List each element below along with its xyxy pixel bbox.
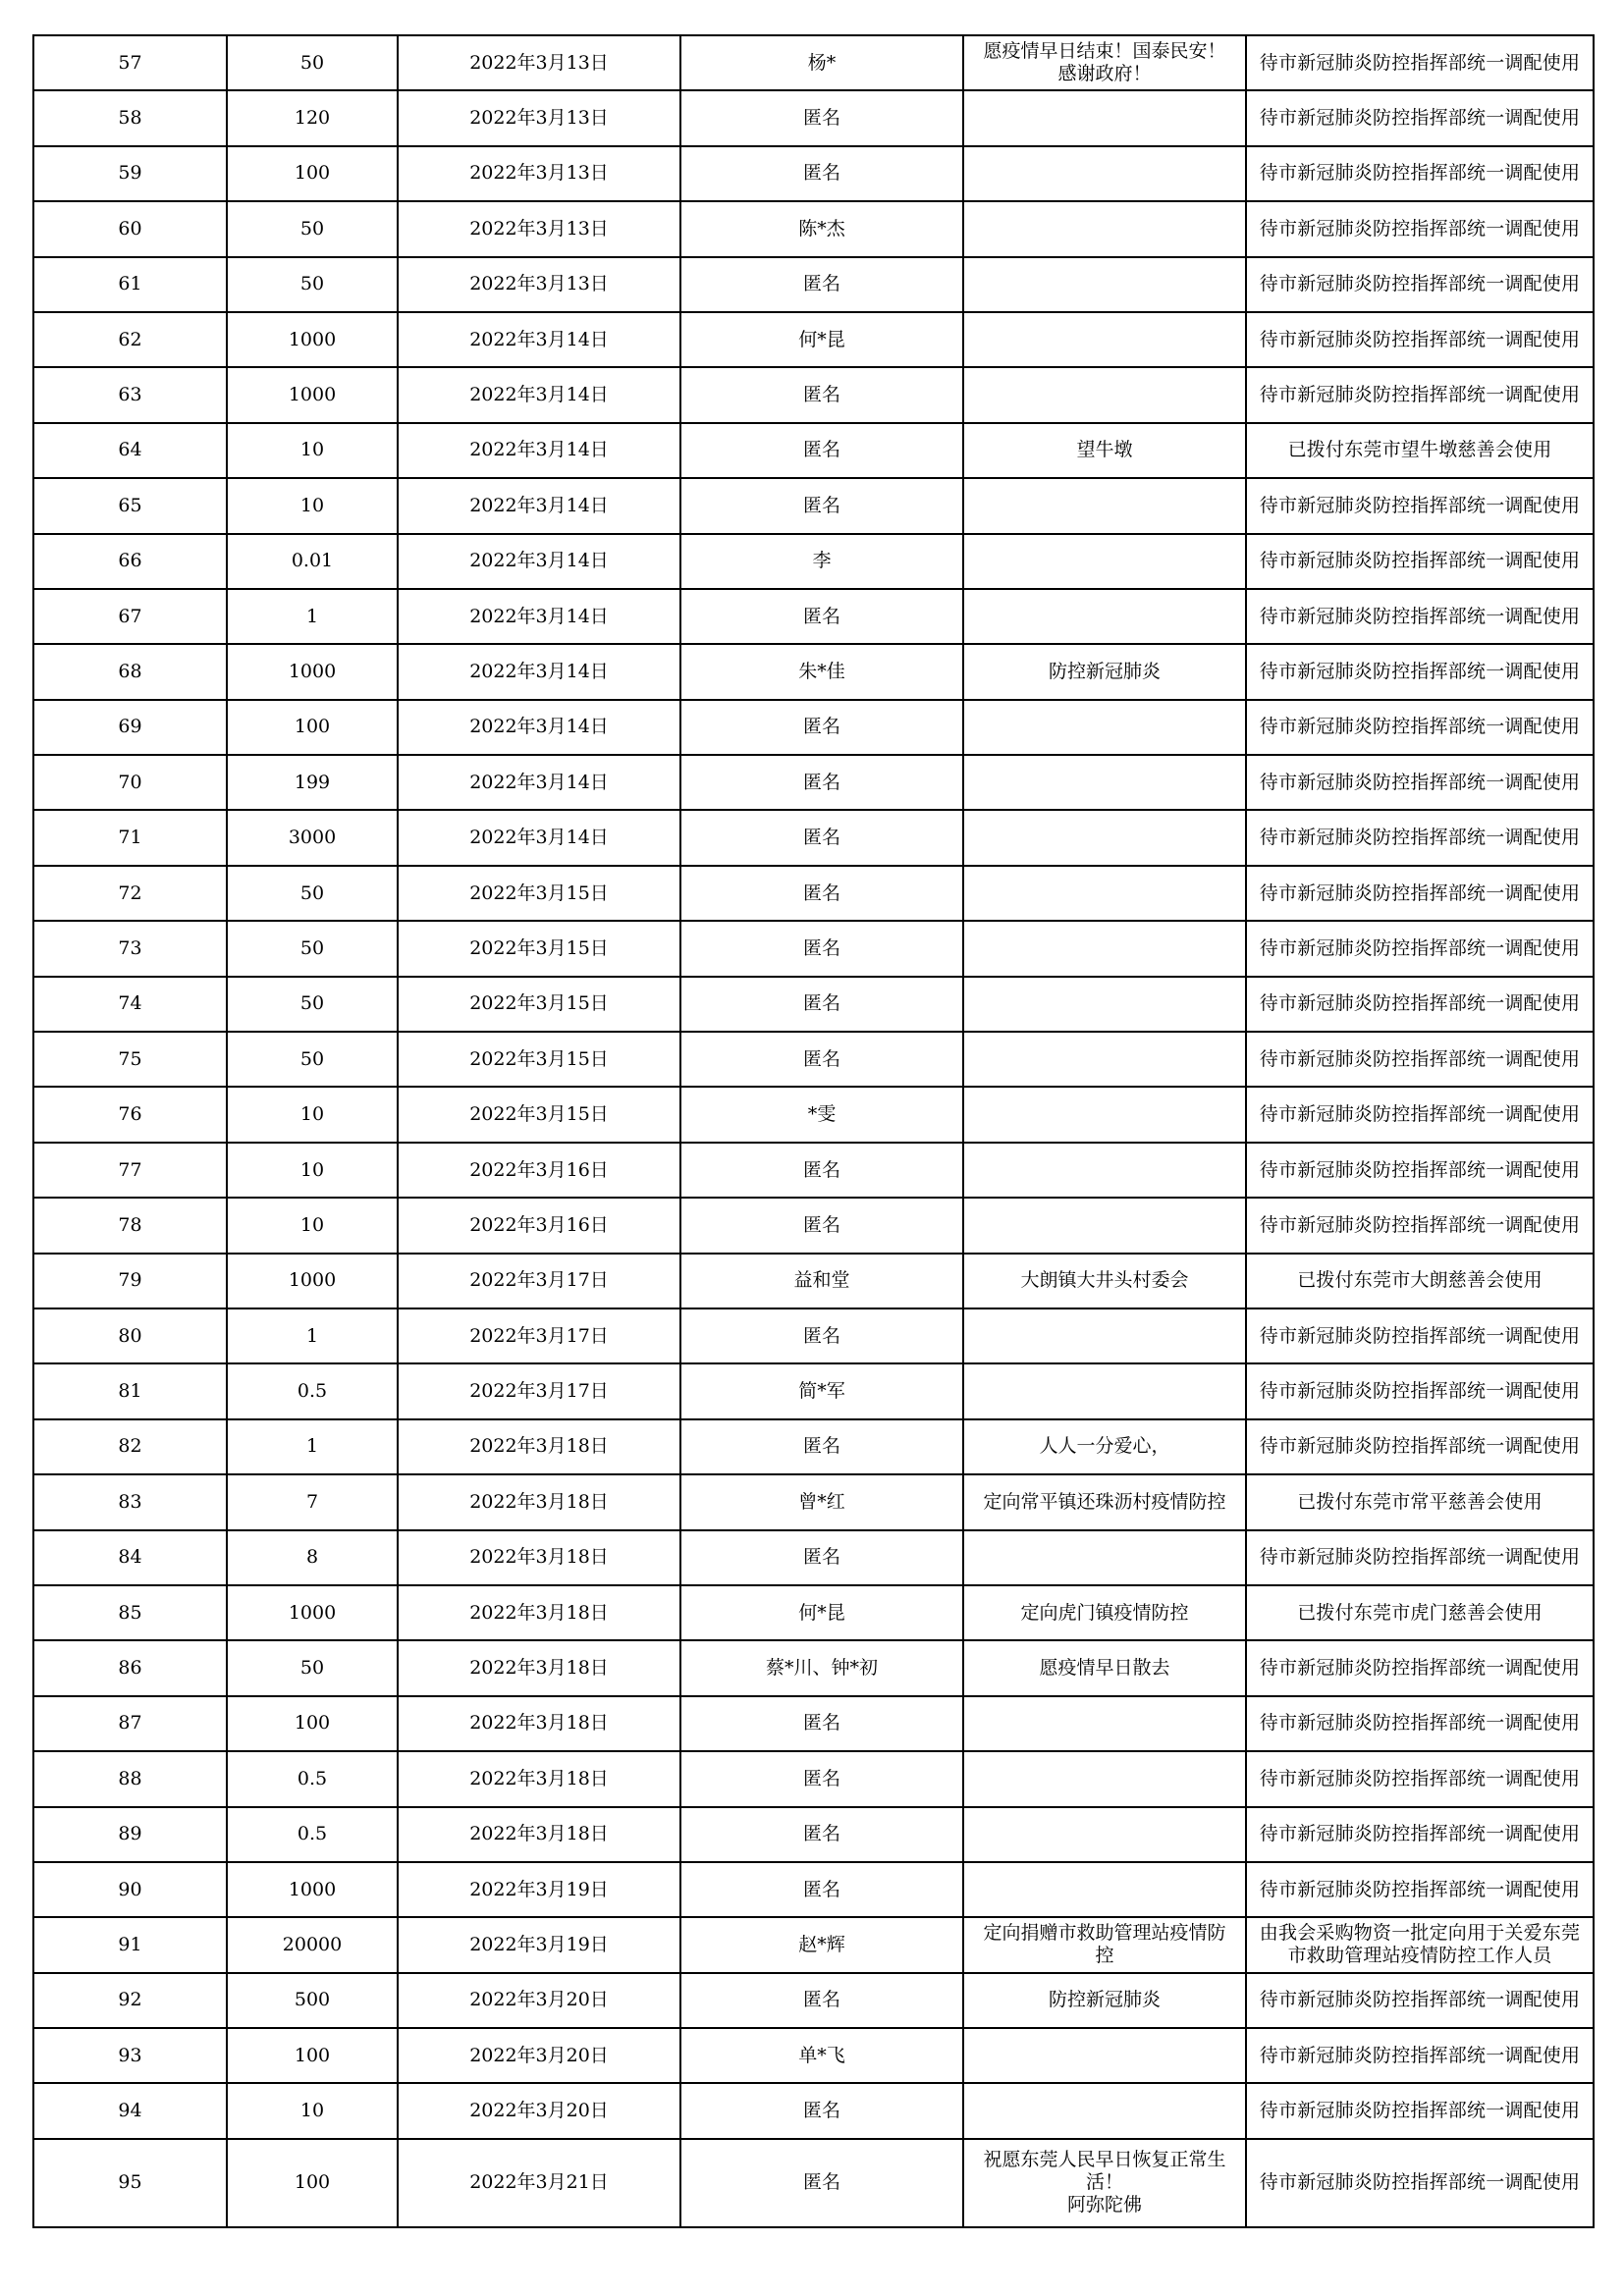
cell-date: 2022年3月20日	[398, 2083, 680, 2138]
cell-date: 2022年3月20日	[398, 1973, 680, 2028]
table-row	[33, 146, 1594, 201]
cell-number: 88	[33, 1751, 227, 1806]
cell-donor: 匿名	[680, 478, 963, 533]
table-row	[33, 367, 1594, 422]
cell-usage: 待市新冠肺炎防控指挥部统一调配使用	[1246, 866, 1594, 921]
cell-usage: 已拨付东莞市大朗慈善会使用	[1246, 1254, 1594, 1308]
cell-usage: 待市新冠肺炎防控指挥部统一调配使用	[1246, 1087, 1594, 1142]
cell-date: 2022年3月18日	[398, 1474, 680, 1529]
table-row	[33, 1143, 1594, 1198]
cell-amount: 1000	[227, 367, 398, 422]
cell-donor: 匿名	[680, 977, 963, 1032]
cell-remark: 定向虎门镇疫情防控	[963, 1585, 1246, 1640]
table-row	[33, 1696, 1594, 1751]
cell-number: 72	[33, 866, 227, 921]
cell-usage: 待市新冠肺炎防控指挥部统一调配使用	[1246, 2028, 1594, 2083]
cell-amount: 100	[227, 146, 398, 201]
cell-date: 2022年3月18日	[398, 1640, 680, 1695]
cell-amount: 1000	[227, 644, 398, 699]
cell-donor: 朱*佳	[680, 644, 963, 699]
cell-remark	[963, 921, 1246, 976]
table-row	[33, 478, 1594, 533]
cell-usage: 待市新冠肺炎防控指挥部统一调配使用	[1246, 1640, 1594, 1695]
cell-amount: 50	[227, 1032, 398, 1087]
cell-number: 58	[33, 90, 227, 145]
cell-usage: 待市新冠肺炎防控指挥部统一调配使用	[1246, 700, 1594, 755]
cell-number: 67	[33, 589, 227, 644]
cell-usage: 待市新冠肺炎防控指挥部统一调配使用	[1246, 921, 1594, 976]
cell-usage: 待市新冠肺炎防控指挥部统一调配使用	[1246, 1862, 1594, 1917]
cell-remark	[963, 478, 1246, 533]
cell-number: 69	[33, 700, 227, 755]
cell-donor: 曾*红	[680, 1474, 963, 1529]
cell-date: 2022年3月15日	[398, 866, 680, 921]
cell-usage: 待市新冠肺炎防控指挥部统一调配使用	[1246, 1419, 1594, 1474]
table-row	[33, 312, 1594, 367]
cell-number: 93	[33, 2028, 227, 2083]
cell-remark	[963, 1032, 1246, 1087]
table-row	[33, 1087, 1594, 1142]
cell-donor: 杨*	[680, 35, 963, 90]
cell-donor: 益和堂	[680, 1254, 963, 1308]
cell-number: 91	[33, 1917, 227, 1972]
cell-amount: 100	[227, 2028, 398, 2083]
cell-amount: 1000	[227, 1254, 398, 1308]
cell-date: 2022年3月14日	[398, 423, 680, 478]
cell-date: 2022年3月16日	[398, 1198, 680, 1253]
cell-usage: 待市新冠肺炎防控指挥部统一调配使用	[1246, 2139, 1594, 2227]
cell-date: 2022年3月13日	[398, 90, 680, 145]
table-row	[33, 2139, 1594, 2227]
cell-usage: 待市新冠肺炎防控指挥部统一调配使用	[1246, 1973, 1594, 2028]
cell-date: 2022年3月15日	[398, 1087, 680, 1142]
cell-donor: 匿名	[680, 90, 963, 145]
table-row	[33, 1474, 1594, 1529]
cell-remark	[963, 1751, 1246, 1806]
cell-date: 2022年3月15日	[398, 977, 680, 1032]
cell-number: 84	[33, 1530, 227, 1585]
cell-amount: 1	[227, 1419, 398, 1474]
cell-donor: 匿名	[680, 866, 963, 921]
cell-donor: 匿名	[680, 1973, 963, 2028]
cell-donor: 匿名	[680, 1308, 963, 1363]
cell-donor: 匿名	[680, 1530, 963, 1585]
cell-remark	[963, 1807, 1246, 1862]
cell-remark: 定向捐赠市救助管理站疫情防 控	[963, 1917, 1246, 1972]
cell-date: 2022年3月17日	[398, 1254, 680, 1308]
cell-usage: 待市新冠肺炎防控指挥部统一调配使用	[1246, 201, 1594, 256]
cell-number: 82	[33, 1419, 227, 1474]
cell-usage: 待市新冠肺炎防控指挥部统一调配使用	[1246, 1751, 1594, 1806]
cell-usage: 待市新冠肺炎防控指挥部统一调配使用	[1246, 534, 1594, 589]
table-row	[33, 201, 1594, 256]
table-row	[33, 644, 1594, 699]
cell-remark	[963, 2028, 1246, 2083]
cell-donor: 匿名	[680, 1807, 963, 1862]
cell-date: 2022年3月20日	[398, 2028, 680, 2083]
cell-number: 83	[33, 1474, 227, 1529]
cell-amount: 50	[227, 1640, 398, 1695]
cell-amount: 0.01	[227, 534, 398, 589]
cell-usage: 待市新冠肺炎防控指挥部统一调配使用	[1246, 1032, 1594, 1087]
table-row	[33, 257, 1594, 312]
cell-remark	[963, 755, 1246, 810]
cell-amount: 0.5	[227, 1363, 398, 1418]
cell-usage: 待市新冠肺炎防控指挥部统一调配使用	[1246, 644, 1594, 699]
cell-date: 2022年3月15日	[398, 921, 680, 976]
cell-date: 2022年3月13日	[398, 201, 680, 256]
cell-date: 2022年3月16日	[398, 1143, 680, 1198]
cell-date: 2022年3月18日	[398, 1530, 680, 1585]
cell-remark: 定向常平镇还珠沥村疫情防控	[963, 1474, 1246, 1529]
cell-number: 74	[33, 977, 227, 1032]
cell-donor: 匿名	[680, 700, 963, 755]
cell-remark: 愿疫情早日结束！国泰民安！ 感谢政府！	[963, 35, 1246, 90]
table-row	[33, 1198, 1594, 1253]
cell-usage: 待市新冠肺炎防控指挥部统一调配使用	[1246, 1807, 1594, 1862]
table-row	[33, 1973, 1594, 2028]
cell-usage: 待市新冠肺炎防控指挥部统一调配使用	[1246, 977, 1594, 1032]
cell-remark: 防控新冠肺炎	[963, 1973, 1246, 2028]
cell-remark: 大朗镇大井头村委会	[963, 1254, 1246, 1308]
cell-number: 89	[33, 1807, 227, 1862]
table-row	[33, 866, 1594, 921]
table-row	[33, 1640, 1594, 1695]
cell-donor: 匿名	[680, 1862, 963, 1917]
cell-remark	[963, 977, 1246, 1032]
donation-table	[32, 34, 1595, 2228]
cell-date: 2022年3月18日	[398, 1585, 680, 1640]
cell-number: 76	[33, 1087, 227, 1142]
cell-donor: 单*飞	[680, 2028, 963, 2083]
cell-date: 2022年3月15日	[398, 1032, 680, 1087]
cell-usage: 待市新冠肺炎防控指挥部统一调配使用	[1246, 90, 1594, 145]
cell-usage: 由我会采购物资一批定向用于关爱东莞 市救助管理站疫情防控工作人员	[1246, 1917, 1594, 1972]
cell-number: 79	[33, 1254, 227, 1308]
cell-amount: 1000	[227, 312, 398, 367]
cell-remark: 愿疫情早日散去	[963, 1640, 1246, 1695]
table-row	[33, 1807, 1594, 1862]
cell-amount: 20000	[227, 1917, 398, 1972]
cell-date: 2022年3月19日	[398, 1917, 680, 1972]
cell-amount: 1	[227, 1308, 398, 1363]
table-row	[33, 35, 1594, 90]
cell-remark	[963, 1530, 1246, 1585]
cell-donor: 何*昆	[680, 312, 963, 367]
cell-amount: 500	[227, 1973, 398, 2028]
cell-number: 59	[33, 146, 227, 201]
cell-usage: 待市新冠肺炎防控指挥部统一调配使用	[1246, 1198, 1594, 1253]
cell-amount: 100	[227, 1696, 398, 1751]
cell-amount: 50	[227, 977, 398, 1032]
cell-remark	[963, 367, 1246, 422]
cell-amount: 120	[227, 90, 398, 145]
cell-date: 2022年3月19日	[398, 1862, 680, 1917]
cell-amount: 199	[227, 755, 398, 810]
cell-donor: 李	[680, 534, 963, 589]
table-row	[33, 1585, 1594, 1640]
table-row	[33, 1419, 1594, 1474]
cell-amount: 10	[227, 478, 398, 533]
cell-date: 2022年3月21日	[398, 2139, 680, 2227]
cell-usage: 待市新冠肺炎防控指挥部统一调配使用	[1246, 1696, 1594, 1751]
table-row	[33, 700, 1594, 755]
cell-amount: 10	[227, 1198, 398, 1253]
table-row	[33, 1862, 1594, 1917]
cell-remark	[963, 201, 1246, 256]
cell-number: 77	[33, 1143, 227, 1198]
table-row	[33, 534, 1594, 589]
cell-usage: 已拨付东莞市望牛墩慈善会使用	[1246, 423, 1594, 478]
cell-remark: 望牛墩	[963, 423, 1246, 478]
cell-usage: 待市新冠肺炎防控指挥部统一调配使用	[1246, 312, 1594, 367]
cell-number: 71	[33, 810, 227, 865]
cell-number: 73	[33, 921, 227, 976]
cell-amount: 1	[227, 589, 398, 644]
cell-usage: 待市新冠肺炎防控指挥部统一调配使用	[1246, 35, 1594, 90]
cell-amount: 3000	[227, 810, 398, 865]
cell-date: 2022年3月14日	[398, 312, 680, 367]
cell-donor: 匿名	[680, 2139, 963, 2227]
cell-remark: 防控新冠肺炎	[963, 644, 1246, 699]
cell-remark	[963, 1862, 1246, 1917]
cell-donor: 匿名	[680, 589, 963, 644]
cell-donor: 匿名	[680, 2083, 963, 2138]
cell-usage: 待市新冠肺炎防控指挥部统一调配使用	[1246, 2083, 1594, 2138]
cell-number: 65	[33, 478, 227, 533]
cell-usage: 待市新冠肺炎防控指挥部统一调配使用	[1246, 755, 1594, 810]
cell-remark	[963, 312, 1246, 367]
cell-amount: 0.5	[227, 1751, 398, 1806]
table-row	[33, 810, 1594, 865]
cell-donor: 匿名	[680, 755, 963, 810]
cell-number: 66	[33, 534, 227, 589]
cell-donor: 匿名	[680, 1032, 963, 1087]
cell-remark	[963, 1143, 1246, 1198]
cell-donor: 匿名	[680, 921, 963, 976]
cell-amount: 1000	[227, 1862, 398, 1917]
cell-usage: 待市新冠肺炎防控指挥部统一调配使用	[1246, 478, 1594, 533]
cell-amount: 10	[227, 423, 398, 478]
cell-remark	[963, 1198, 1246, 1253]
cell-number: 78	[33, 1198, 227, 1253]
cell-amount: 100	[227, 2139, 398, 2227]
cell-remark	[963, 589, 1246, 644]
cell-number: 92	[33, 1973, 227, 2028]
cell-remark	[963, 1087, 1246, 1142]
cell-number: 85	[33, 1585, 227, 1640]
cell-usage: 待市新冠肺炎防控指挥部统一调配使用	[1246, 589, 1594, 644]
cell-date: 2022年3月18日	[398, 1696, 680, 1751]
cell-remark	[963, 90, 1246, 145]
cell-date: 2022年3月14日	[398, 644, 680, 699]
cell-donor: 匿名	[680, 1143, 963, 1198]
cell-usage: 待市新冠肺炎防控指挥部统一调配使用	[1246, 257, 1594, 312]
cell-donor: 蔡*川、钟*初	[680, 1640, 963, 1695]
cell-donor: 陈*杰	[680, 201, 963, 256]
cell-date: 2022年3月14日	[398, 534, 680, 589]
cell-remark	[963, 534, 1246, 589]
cell-date: 2022年3月14日	[398, 478, 680, 533]
table-row	[33, 1363, 1594, 1418]
cell-number: 95	[33, 2139, 227, 2227]
cell-usage: 已拨付东莞市虎门慈善会使用	[1246, 1585, 1594, 1640]
cell-usage: 待市新冠肺炎防控指挥部统一调配使用	[1246, 1308, 1594, 1363]
cell-date: 2022年3月18日	[398, 1807, 680, 1862]
cell-date: 2022年3月18日	[398, 1751, 680, 1806]
table-row	[33, 2028, 1594, 2083]
cell-date: 2022年3月14日	[398, 755, 680, 810]
cell-date: 2022年3月14日	[398, 589, 680, 644]
cell-usage: 待市新冠肺炎防控指挥部统一调配使用	[1246, 1363, 1594, 1418]
cell-remark	[963, 1308, 1246, 1363]
cell-usage: 待市新冠肺炎防控指挥部统一调配使用	[1246, 367, 1594, 422]
table-row	[33, 1917, 1594, 1972]
cell-usage: 待市新冠肺炎防控指挥部统一调配使用	[1246, 1530, 1594, 1585]
cell-donor: 匿名	[680, 257, 963, 312]
table-row	[33, 1032, 1594, 1087]
cell-number: 70	[33, 755, 227, 810]
cell-amount: 10	[227, 1143, 398, 1198]
cell-amount: 7	[227, 1474, 398, 1529]
cell-remark	[963, 700, 1246, 755]
cell-remark	[963, 2083, 1246, 2138]
cell-usage: 待市新冠肺炎防控指挥部统一调配使用	[1246, 146, 1594, 201]
cell-date: 2022年3月14日	[398, 700, 680, 755]
cell-number: 63	[33, 367, 227, 422]
cell-remark: 祝愿东莞人民早日恢复正常生 活！ 阿弥陀佛	[963, 2139, 1246, 2227]
cell-number: 57	[33, 35, 227, 90]
cell-amount: 50	[227, 866, 398, 921]
cell-amount: 100	[227, 700, 398, 755]
cell-remark	[963, 257, 1246, 312]
cell-donor: 匿名	[680, 1751, 963, 1806]
cell-number: 80	[33, 1308, 227, 1363]
cell-date: 2022年3月18日	[398, 1419, 680, 1474]
cell-donor: 匿名	[680, 146, 963, 201]
cell-date: 2022年3月13日	[398, 146, 680, 201]
cell-date: 2022年3月14日	[398, 810, 680, 865]
cell-usage: 待市新冠肺炎防控指挥部统一调配使用	[1246, 810, 1594, 865]
cell-number: 94	[33, 2083, 227, 2138]
table-row	[33, 90, 1594, 145]
cell-number: 64	[33, 423, 227, 478]
cell-remark	[963, 810, 1246, 865]
cell-date: 2022年3月13日	[398, 35, 680, 90]
cell-donor: 赵*辉	[680, 1917, 963, 1972]
cell-date: 2022年3月14日	[398, 367, 680, 422]
cell-amount: 10	[227, 1087, 398, 1142]
cell-donor: 匿名	[680, 810, 963, 865]
cell-donor: 匿名	[680, 423, 963, 478]
cell-donor: 何*昆	[680, 1585, 963, 1640]
table-row	[33, 1530, 1594, 1585]
table-row	[33, 1308, 1594, 1363]
table-row	[33, 423, 1594, 478]
cell-amount: 50	[227, 201, 398, 256]
cell-date: 2022年3月13日	[398, 257, 680, 312]
cell-remark	[963, 1696, 1246, 1751]
cell-number: 60	[33, 201, 227, 256]
table-row	[33, 1751, 1594, 1806]
table-row	[33, 977, 1594, 1032]
cell-remark	[963, 146, 1246, 201]
cell-donor: 匿名	[680, 1419, 963, 1474]
cell-remark: 人人一分爱心，	[963, 1419, 1246, 1474]
cell-number: 90	[33, 1862, 227, 1917]
cell-donor: 匿名	[680, 1198, 963, 1253]
cell-number: 86	[33, 1640, 227, 1695]
cell-amount: 8	[227, 1530, 398, 1585]
cell-remark	[963, 866, 1246, 921]
table-row	[33, 1254, 1594, 1308]
cell-amount: 50	[227, 257, 398, 312]
cell-amount: 10	[227, 2083, 398, 2138]
cell-date: 2022年3月17日	[398, 1363, 680, 1418]
cell-donor: 简*军	[680, 1363, 963, 1418]
cell-usage: 已拨付东莞市常平慈善会使用	[1246, 1474, 1594, 1529]
cell-number: 75	[33, 1032, 227, 1087]
cell-number: 61	[33, 257, 227, 312]
cell-number: 68	[33, 644, 227, 699]
cell-number: 81	[33, 1363, 227, 1418]
cell-amount: 0.5	[227, 1807, 398, 1862]
cell-number: 62	[33, 312, 227, 367]
table-row	[33, 2083, 1594, 2138]
cell-remark	[963, 1363, 1246, 1418]
cell-amount: 1000	[227, 1585, 398, 1640]
cell-donor: 匿名	[680, 367, 963, 422]
table-body	[33, 35, 1594, 2227]
cell-amount: 50	[227, 921, 398, 976]
cell-date: 2022年3月17日	[398, 1308, 680, 1363]
table-row	[33, 589, 1594, 644]
cell-donor: *雯	[680, 1087, 963, 1142]
table-row	[33, 755, 1594, 810]
table-row	[33, 921, 1594, 976]
cell-usage: 待市新冠肺炎防控指挥部统一调配使用	[1246, 1143, 1594, 1198]
cell-amount: 50	[227, 35, 398, 90]
cell-donor: 匿名	[680, 1696, 963, 1751]
cell-number: 87	[33, 1696, 227, 1751]
